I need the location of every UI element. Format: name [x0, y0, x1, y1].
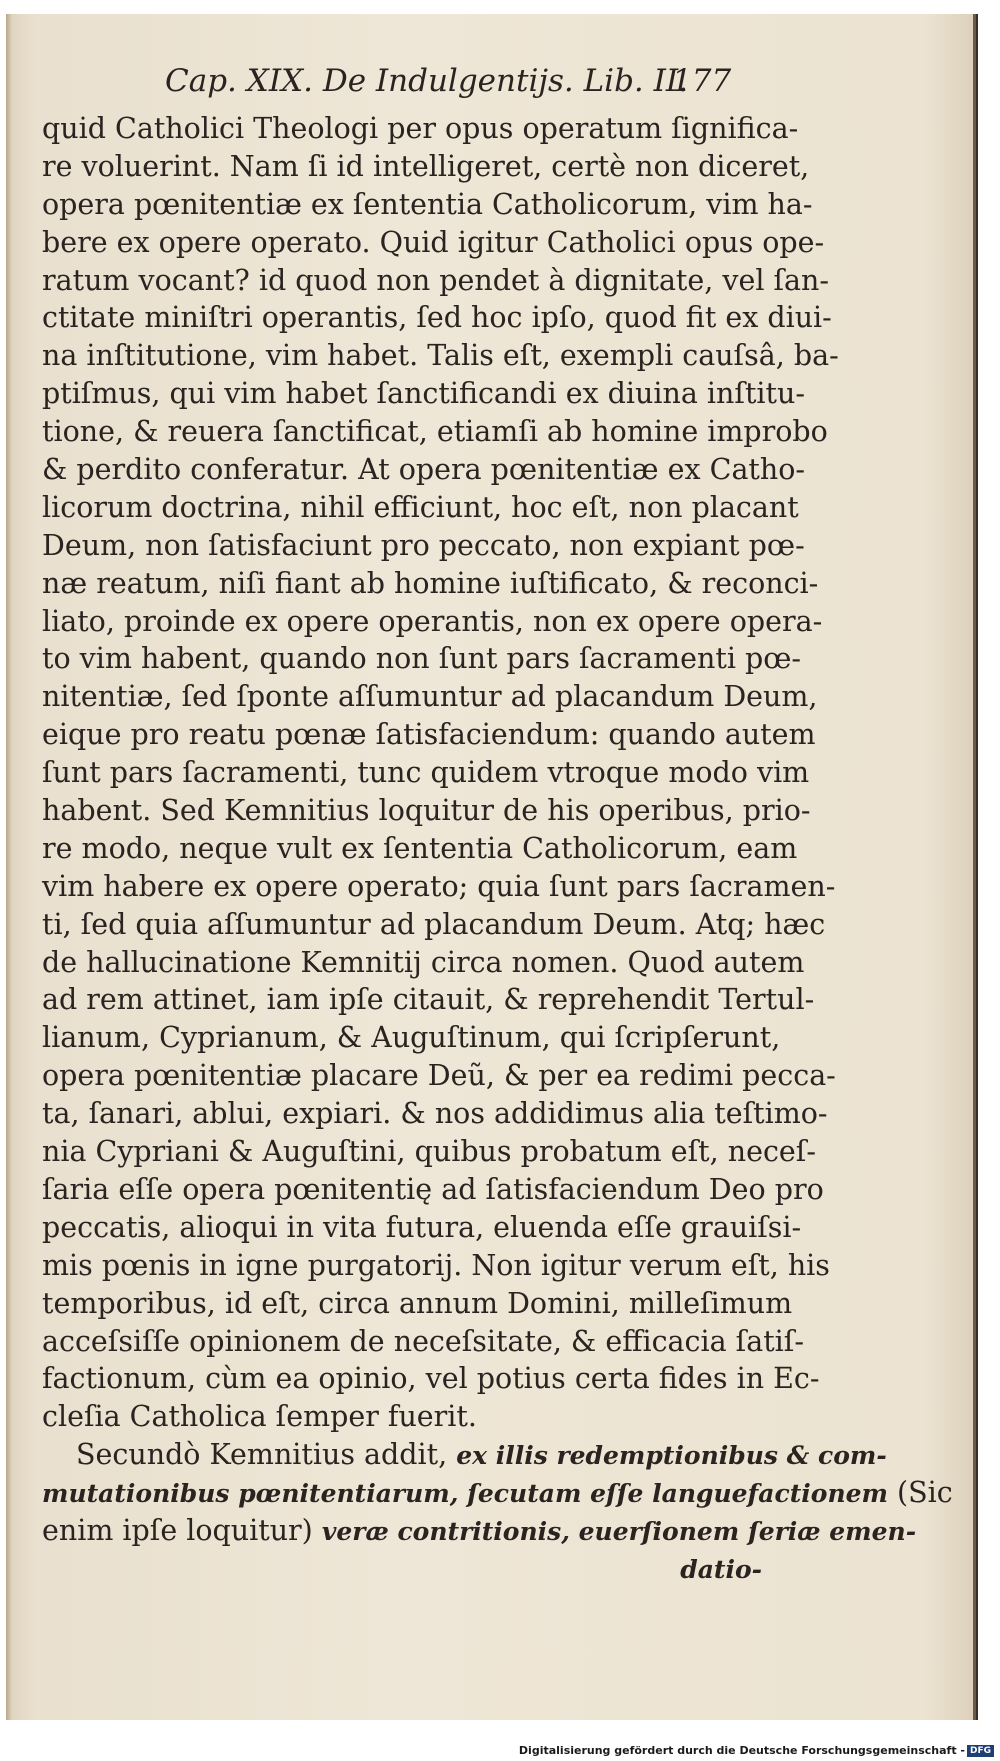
- text-line: opera pœnitentiæ placare Deũ, & per ea redimi pecca-: [42, 1059, 836, 1093]
- text-line: vim habere ex opere operato; quia ſunt pars ſacramen-: [42, 869, 836, 903]
- paragraph-2-line: [42, 1512, 917, 1550]
- dfg-logo: DFG: [967, 1745, 994, 1757]
- text-line: habent. Sed Kemnitius loquitur de his operibus, prio-: [42, 794, 811, 828]
- text-line: temporibus, id eſt, circa annum Domini, milleſimum: [42, 1286, 793, 1320]
- text-line: factionum, cùm ea opinio, vel potius certa fides in Ec-: [42, 1362, 820, 1396]
- text-line: re modo, neque vult ex ſententia Catholicorum, eam: [42, 831, 798, 865]
- text-line: Deum, non ſatisfaciunt pro peccato, non expiant pœ-: [42, 528, 805, 562]
- text-line: ta, ſanari, ablui, expiari. & nos addidimus alia teſtimo-: [42, 1097, 828, 1131]
- text-line: quid Catholici Theologi per opus operatum ſignifica-: [42, 112, 799, 145]
- text-line: lianum, Cyprianum, & Auguſtinum, qui ſcripſerunt,: [42, 1021, 781, 1055]
- paragraph-2-line: [42, 1474, 953, 1512]
- text-line: peccatis, alioqui in vita futura, eluenda eſſe grauiſsi-: [42, 1210, 802, 1244]
- text-line: de hallucinatione Kemnitij circa nomen. Quod autem: [42, 945, 805, 979]
- text-line: ſaria eſſe opera pœnitentię ad ſatisfaciendum Deo pro: [42, 1172, 824, 1206]
- text-line: nitentiæ, ſed ſponte aſſumuntur ad placandum Deum,: [42, 680, 818, 714]
- text-line: bere ex opere operato. Quid igitur Catholici opus ope-: [42, 225, 825, 259]
- text-line: & perdito conferatur. At opera pœnitentiæ ex Catho-: [42, 453, 806, 487]
- text-line: mis pœnis in igne purgatorij. Non igitur verum eſt, his: [42, 1248, 830, 1282]
- paragraph-2-line: [42, 1436, 887, 1474]
- text-line: re voluerint. Nam ſi id intelligeret, certè non diceret,: [42, 149, 810, 183]
- running-head-title: Cap. XIX. De Indulgentijs. Lib. II.: [165, 63, 688, 99]
- text-line: nia Cypriani & Auguſtini, quibus probatum eſt, neceſ-: [42, 1135, 816, 1169]
- text-line: liato, proinde ex opere operantis, non ex opere opera-: [42, 604, 823, 638]
- text-line: ratum vocant? id quod non pendet à dignitate, vel ſan-: [42, 263, 830, 297]
- text-line: licorum doctrina, nihil efficiunt, hoc eſt, non placant: [42, 490, 799, 524]
- digitization-credit: [519, 1744, 994, 1757]
- roman-run: (Sic: [887, 1476, 953, 1510]
- body-text: [42, 110, 953, 1590]
- italic-quotation: veræ contritionis, euerſionem ſeriæ emen-: [321, 1516, 917, 1546]
- text-line: eique pro reatu pœnæ ſatisfaciendum: quando autem: [42, 718, 816, 752]
- italic-quotation: mutationibus pœnitentiarum, ſecutam eſſe languefactionem: [42, 1479, 888, 1509]
- text-line: acceſsiſſe opinionem de neceſsitate, & efficacia ſatiſ-: [42, 1324, 804, 1358]
- text-line: ſunt pars ſacramenti, tunc quidem vtroque modo vim: [42, 756, 810, 790]
- page-text-block: [42, 52, 953, 1590]
- page-number: 177: [672, 63, 732, 99]
- text-line: tione, & reuera ſanctificat, etiamſi ab homine improbo: [42, 415, 828, 449]
- text-line: na inſtitutione, vim habet. Talis eſt, exempli cauſsâ, ba-: [42, 339, 839, 373]
- text-line: ad rem attinet, iam ipſe citauit, & reprehendit Tertul-: [42, 983, 815, 1017]
- italic-quotation: ex illis redemptionibus & com-: [456, 1441, 887, 1471]
- text-line: to vim habent, quando non ſunt pars ſacramenti pœ-: [42, 642, 802, 676]
- catchword: datio-: [680, 1554, 762, 1584]
- page-gutter-shadow: [6, 14, 12, 1720]
- text-line: opera pœnitentiæ ex ſententia Catholicorum, vim ha-: [42, 187, 813, 221]
- roman-run: Secundò Kemnitius addit,: [76, 1438, 457, 1472]
- running-head: [42, 52, 762, 110]
- text-line: ctitate miniſtri operantis, ſed hoc ipſo, quod fit ex diui-: [42, 301, 832, 335]
- credit-text: Digitalisierung gefördert durch die Deutsche Forschungsgemeinschaft -: [518, 1744, 965, 1757]
- roman-run: enim ipſe loquitur): [42, 1513, 322, 1547]
- text-line: cleſia Catholica ſemper fuerit.: [42, 1400, 477, 1434]
- text-line: næ reatum, niſi fiant ab homine iuſtificato, & reconci-: [42, 566, 819, 600]
- text-line: ptiſmus, qui vim habet ſanctificandi ex diuina inſtitu-: [42, 377, 805, 411]
- text-line: ti, ſed quia aſſumuntur ad placandum Deum. Atq; hæc: [42, 907, 826, 941]
